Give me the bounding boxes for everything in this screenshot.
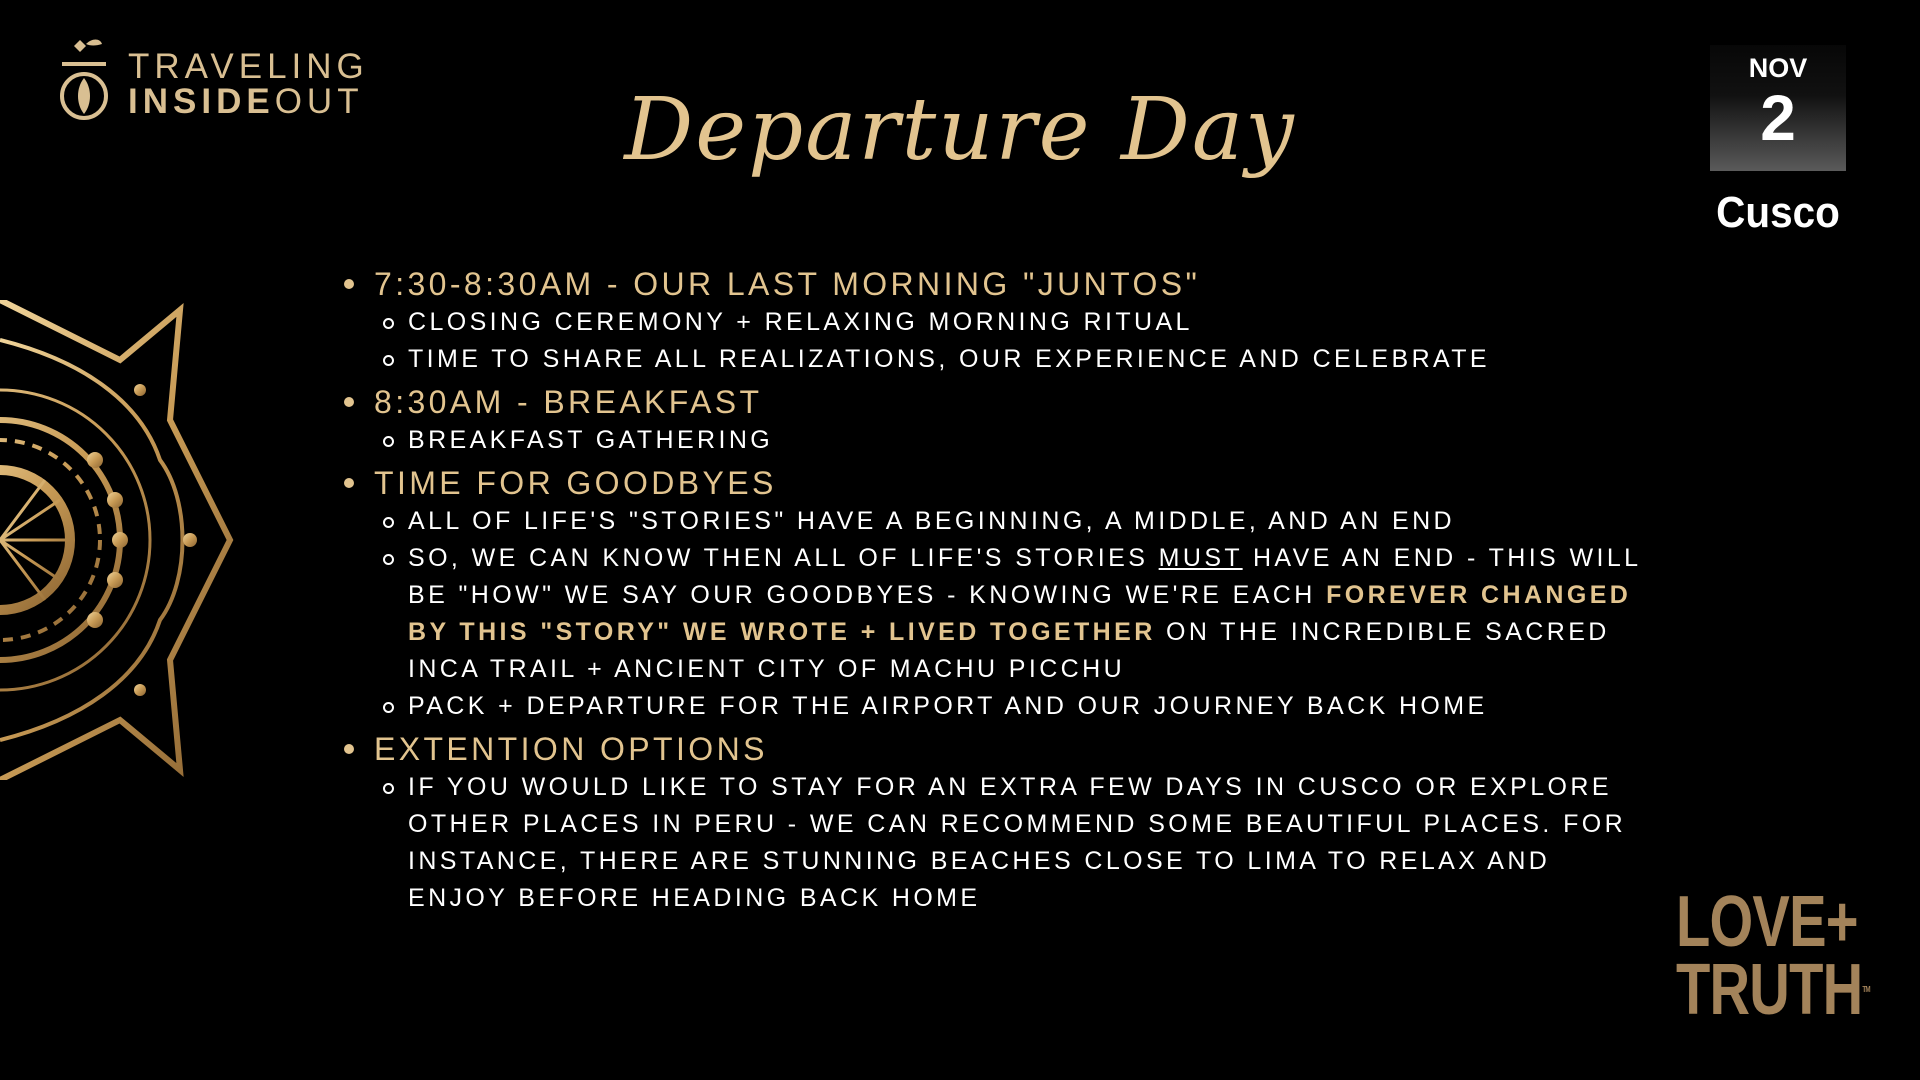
list-item: BREAKFAST GATHERING: [340, 422, 1660, 459]
list-item: CLOSING CEREMONY + RELAXING MORNING RITUAL: [340, 304, 1660, 341]
list-item: PACK + DEPARTURE FOR THE AIRPORT AND OUR JOURNEY BACK HOME: [340, 688, 1660, 725]
trademark-mark: TM: [1862, 985, 1870, 994]
page-title: Departure Day: [624, 80, 1296, 180]
underlined-text: MUST: [1158, 544, 1243, 572]
highlighted-text: FOREVER CHANGED BY THIS "STORY" WE WROTE + LIVED TOGETHER: [408, 581, 1632, 646]
itinerary: [340, 264, 1660, 921]
date-day: 2: [1760, 82, 1796, 154]
date-badge: [1710, 45, 1846, 171]
love-truth-logo: [1676, 882, 1870, 1030]
section-heading: EXTENTION OPTIONS: [340, 729, 1660, 769]
sub-list: [340, 503, 1660, 725]
love-truth-line-1: LOVE+: [1676, 882, 1858, 962]
sub-list: [340, 304, 1660, 378]
list-item: [340, 540, 1660, 688]
love-truth-line-2: TRUTHTM: [1676, 950, 1870, 1030]
text-run: SO, WE CAN KNOW THEN ALL OF LIFE'S STORIES: [408, 544, 1159, 572]
list-item: IF YOU WOULD LIKE TO STAY FOR AN EXTRA FEW DAYS IN CUSCO OR EXPLORE OTHER PLACES IN PERU - WE CAN RECOMMEND SOME BEAUTIFUL PLACES. FOR INSTANCE, THERE ARE STUNNING BEACHES CLOSE TO LIMA TO RELAX AND ENJOY BEFORE HEADING BACK HOME: [340, 769, 1660, 917]
text-run: ON THE INCREDIBLE SACRED INCA TRAIL + ANCIENT CITY OF MACHU PICCHU: [408, 618, 1610, 683]
date-month: NOV: [1748, 53, 1808, 83]
section-heading: 7:30-8:30AM - OUR LAST MORNING "JUNTOS": [340, 264, 1660, 304]
section-heading: 8:30AM - BREAKFAST: [340, 382, 1660, 422]
text-run: HAVE AN END - THIS WILL BE "HOW" WE SAY OUR GOODBYES - KNOWING WE'RE EACH: [408, 544, 1641, 609]
list-item: ALL OF LIFE'S "STORIES" HAVE A BEGINNING, A MIDDLE, AND AN END: [340, 503, 1660, 540]
mandala-ornament-icon: [0, 300, 240, 780]
logo-line-2: INSIDEOUT: [128, 82, 364, 121]
sub-list: [340, 769, 1660, 917]
sub-list: [340, 422, 1660, 459]
city-label: Cusco: [1716, 188, 1840, 237]
logo-line-1: TRAVELING: [128, 47, 369, 86]
section-heading: TIME FOR GOODBYES: [340, 463, 1660, 503]
list-item: TIME TO SHARE ALL REALIZATIONS, OUR EXPERIENCE AND CELEBRATE: [340, 341, 1660, 378]
